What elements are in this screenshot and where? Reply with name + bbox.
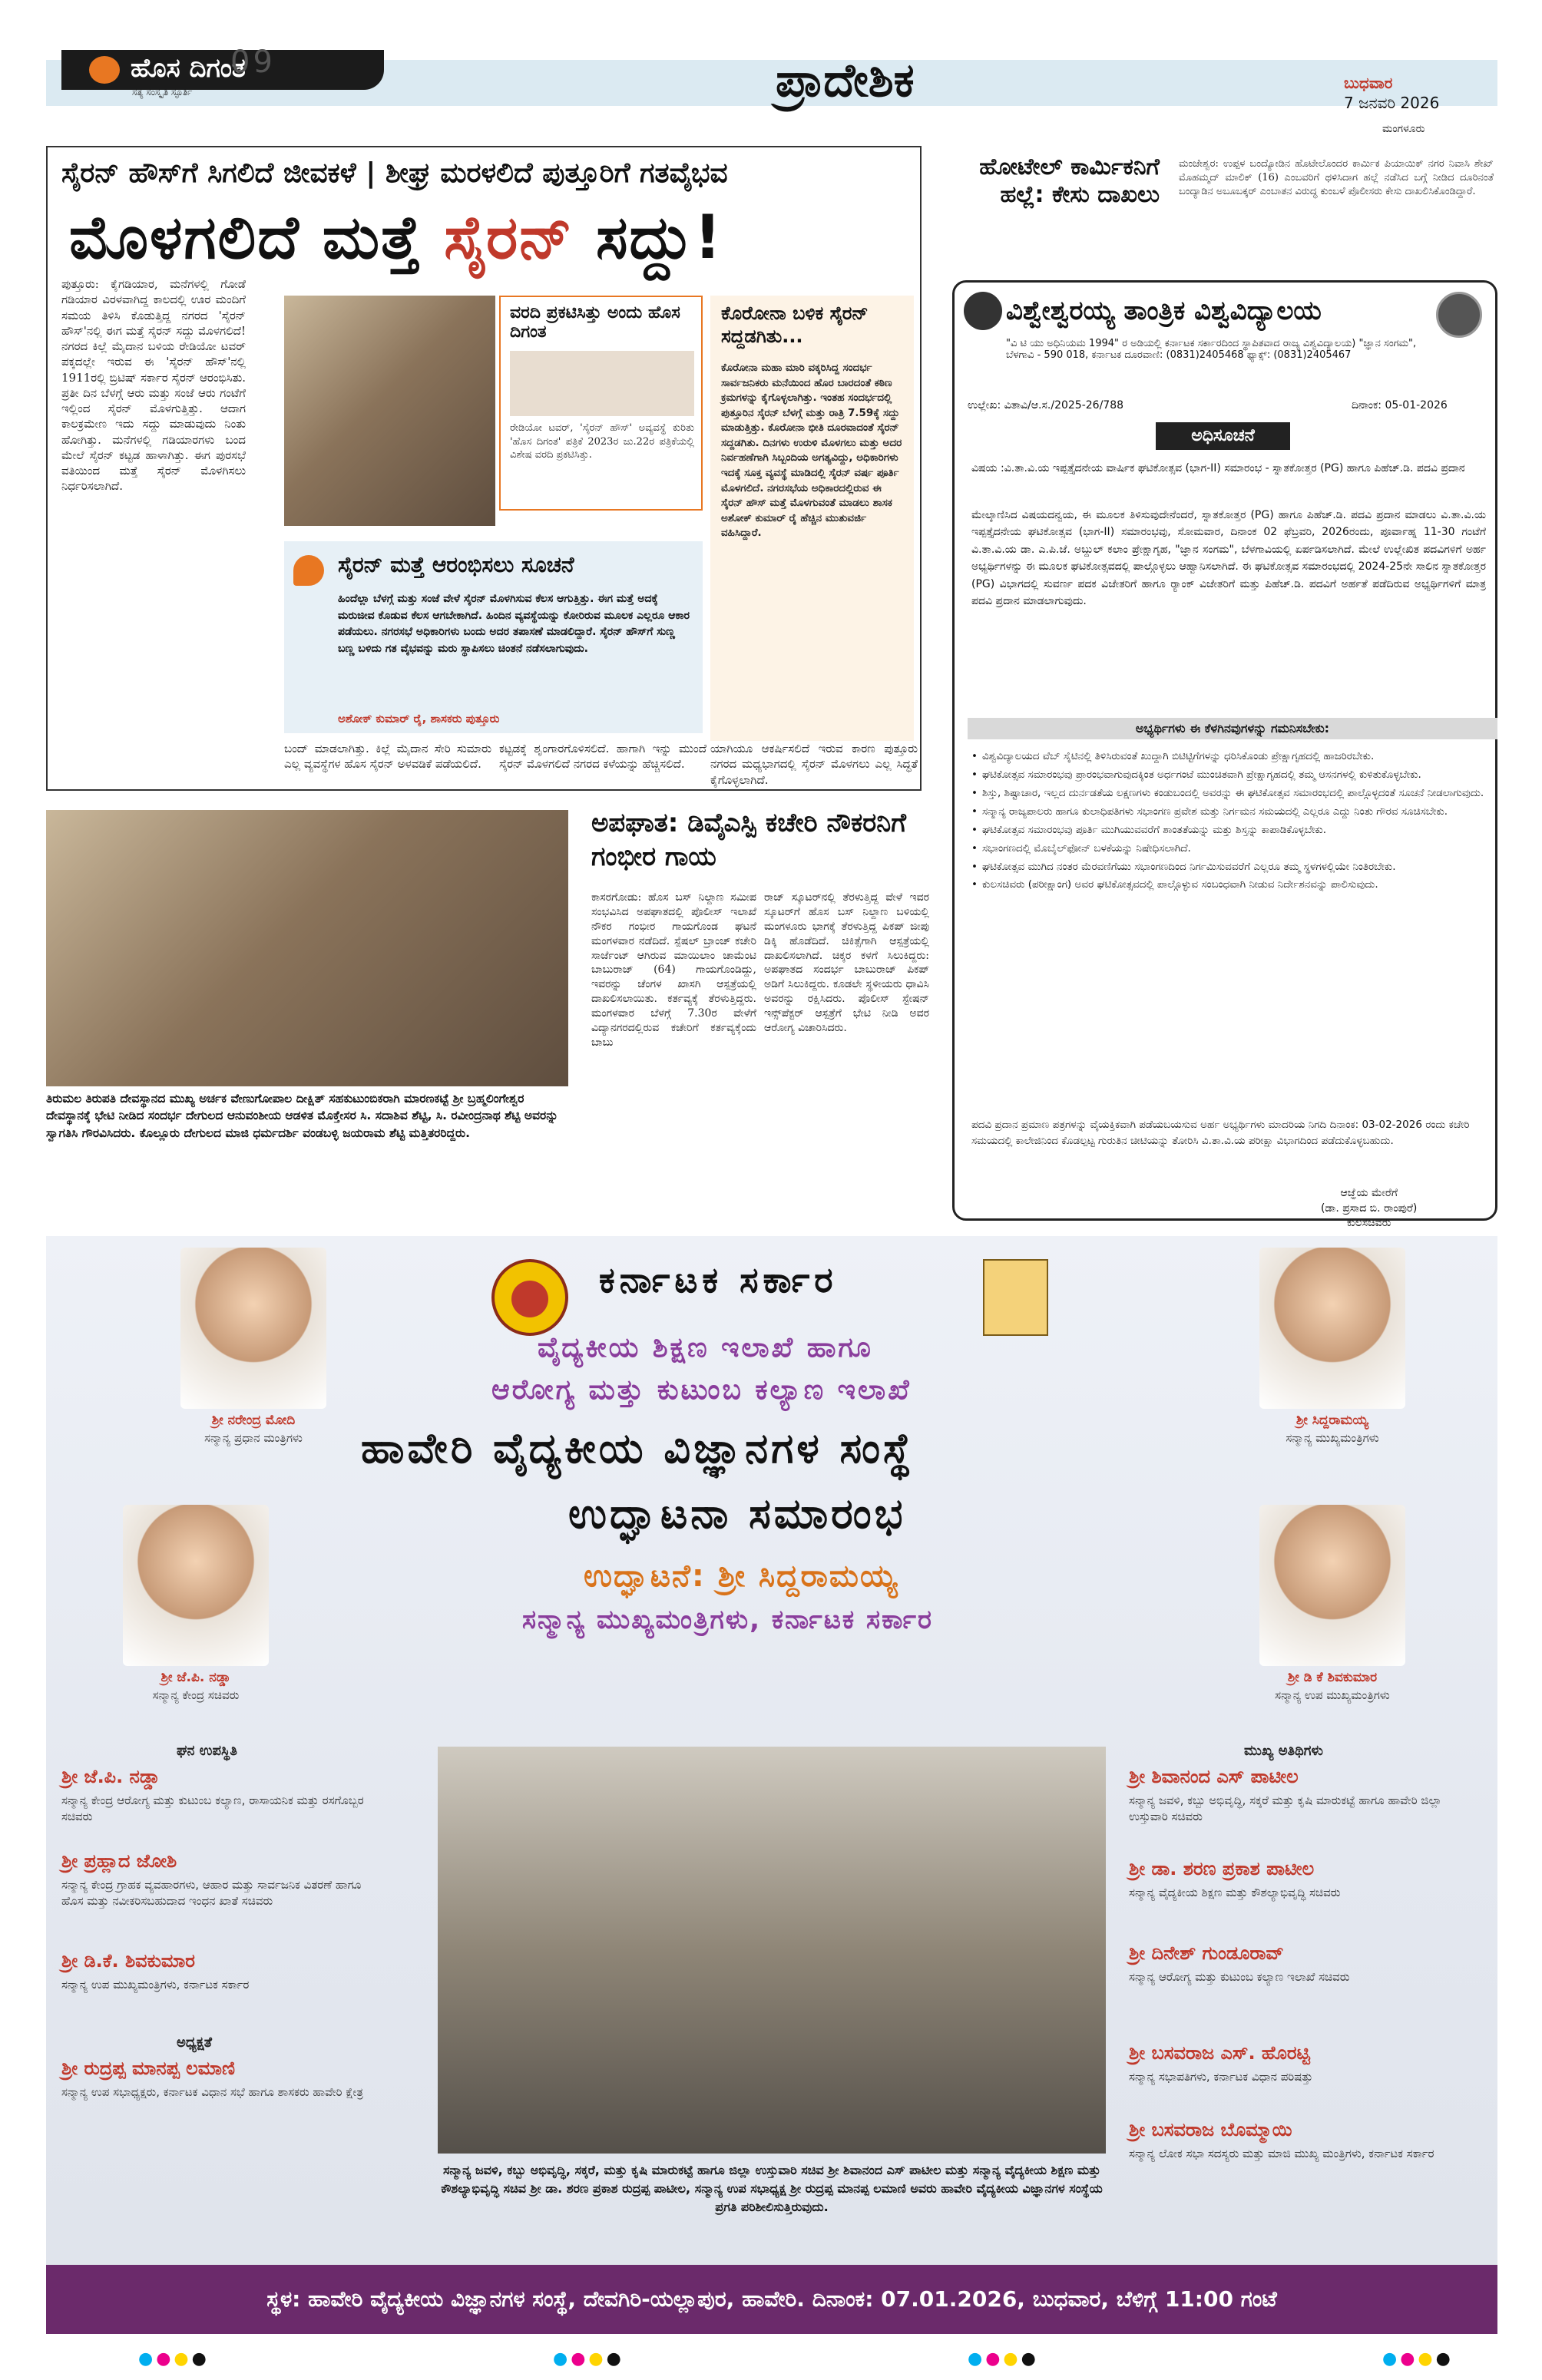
guest-title: ಸನ್ಮಾನ್ಯ ಆರೋಗ್ಯ ಮತ್ತು ಕುಟುಂಬ ಕಲ್ಯಾಣ ಇಲಾಖೆ ಸಚಿವರು [1129, 1970, 1350, 1984]
siren-house-photo [284, 296, 495, 526]
corona-box-body: ಕೊರೋನಾ ಮಹಾ ಮಾರಿ ವಕ್ಕರಿಸಿದ್ದ ಸಂದರ್ಭ ಸಾರ್ವಜನಿಕರು ಮನೆಯಿಂದ ಹೊರ ಬಾರದಂತೆ ಕಠಿಣ ಕ್ರಮಗಳನ್ನು ಕೈಗೊಳ್ಳಲಾಗಿತ್ತು. ಇಂತಹ ಸಂದರ್ಭದಲ್ಲಿ ಪುತ್ತೂರಿನ ಸೈರನ್ ಬೆಳಗ್ಗೆ ಮತ್ತು ರಾತ್ರಿ 7.59ಕ್ಕೆ ಸದ್ದು ಮಾಡುತ್ತಿತ್ತು. ಕೊರೋನಾ ಭೀತಿ ದೂರವಾದಂತೆ ಸೈರನ್ ಸದ್ದಡಗಿತು. ದಿನಗಳು ಉರುಳಿ ಮೊಳಗಲು ಮತ್ತು ಅದರ ನಿರ್ವಹಣೆಗಾಗಿ ಸಿಬ್ಬಂದಿಯ ಅಗತ್ಯವಿದ್ದು, ಅಧಿಕಾರಿಗಳು ಇದಕ್ಕೆ ಸೂಕ್ತ ವ್ಯವಸ್ಥೆ ಮಾಡಿದಲ್ಲಿ ಸೈರನ್ ವರ್ಷ ಪೂರ್ತಿ ಮೊಳಗಲಿದೆ. ನಗರಸಭೆಯ ಅಧಿಕಾರದಲ್ಲಿರುವ ಈ ಸೈರನ್ ಹೌಸ್ ಮತ್ತೆ ಮೊಳಗುವಂತೆ ಮಾಡಲು ಶಾಸಕ ಅಶೋಕ್ ಕುಮಾರ್ ರೈ ಹೆಚ್ಚಿನ ಮುತುವರ್ಜಿ ವಹಿಸಿದ್ದಾರೆ. [721, 362, 902, 540]
lead-headline-part: ಸದ್ದು! [573, 203, 723, 273]
guest-name: ಶ್ರೀ ಡಿ.ಕೆ. ಶಿವಕುಮಾರ [61, 1950, 195, 1972]
notice-closing: ಪದವಿ ಪ್ರದಾನ ಪ್ರಮಾಣ ಪತ್ರಗಳನ್ನು ವೈಯಕ್ತಿಕವಾಗಿ ಪಡೆಯಬಯಸುವ ಅರ್ಹ ಅಭ್ಯರ್ಥಿಗಳು ಮಾದರಿಯ ನಿಗದಿ ದಿನಾಂಕ: 03-02-2026 ರಂದು ಕಚೇರಿ ಸಮಯದಲ್ಲಿ ಕಾಲೇಜಿನಿಂದ ಕೊಡಲ್ಪಟ್ಟ ಗುರುತಿನ ಚೀಟಿಯನ್ನು ತೋರಿಸಿ ವಿ.ತಾ.ವಿ.ಯ ಪರೀಕ್ಷಾ ವಿಭಾಗದಿಂದ ಪಡೆದುಕೊಳ್ಳಬಹುದು. [971, 1119, 1470, 1147]
notice-subject: ವಿಷಯ :ವಿ.ತಾ.ವಿ.ಯ ಇಪ್ಪತ್ತೈದನೇಯ ವಾರ್ಷಿಕ ಘಟಿಕೋತ್ಸವ (ಭಾಗ-II) ಸಮಾರಂಭ - ಸ್ನಾತಕೋತ್ತರ (PG) ಹಾಗೂ ಪಿಹೆಚ್.ಡಿ. ಪದವಿ ಪ್ರದಾನ [971, 462, 1465, 474]
guest-name: ಶ್ರೀ ಜೆ.ಪಿ. ನಡ್ಡಾ [61, 1766, 160, 1787]
guests-left-heading: ಘನ ಉಪಸ್ಥಿತಿ [177, 1743, 237, 1759]
guest-name: ಶ್ರೀ ಡಾ. ಶರಣ ಪ್ರಕಾಶ ಪಾಟೀಲ [1129, 1858, 1315, 1879]
newspaper-logo[interactable] [61, 50, 384, 134]
guest-title: ಸನ್ಮಾನ್ಯ ಕೇಂದ್ರ ಆರೋಗ್ಯ ಮತ್ತು ಕುಟುಂಬ ಕಲ್ಯಾಣ, ರಾಸಾಯನಿಕ ಮತ್ತು ರಸಗೊಬ್ಬರ ಸಚಿವರು [61, 1793, 364, 1823]
portrait-modi [180, 1248, 326, 1409]
notice-note: • ಘಟಿಕೋತ್ಸವ ಸಮಾರಂಭವು ಪೂರ್ತಿ ಮುಗಿಯುವವರೆಗೆ ಶಾಂತತೆಯನ್ನು ಮತ್ತು ಶಿಸ್ತನ್ನು ಕಾಪಾಡಿಕೊಳ್ಳಬೇಕು. [971, 822, 1486, 838]
lead-headline-highlight: ಸೈರನ್ [444, 203, 574, 273]
emblem-center [511, 1281, 548, 1317]
guest-title: ಸನ್ಮಾನ್ಯ ಲೋಕ ಸಭಾ ಸದಸ್ಯರು ಮತ್ತು ಮಾಜಿ ಮುಖ್ಯ ಮಂತ್ರಿಗಳು, ಕರ್ನಾಟಕ ಸರ್ಕಾರ [1129, 2147, 1434, 2160]
print-registration-marks: ●●●● [968, 2349, 1039, 2368]
logo-tagline: ಸತ್ಯ ಸಂಸ್ಕೃತಿ ಸ್ಫೂರ್ತಿ [132, 87, 193, 98]
notice-note: • ಸನ್ಮಾನ್ಯ ರಾಜ್ಯಪಾಲರು ಹಾಗೂ ಕುಲಾಧಿಪತಿಗಳು ಸಭಾಂಗಣ ಪ್ರವೇಶ ಮತ್ತು ನಿರ್ಗಮನ ಸಮಯದಲ್ಲಿ ಎಲ್ಲರೂ ಎದ್ದು ನಿಂತು ಗೌರವ ಸೂಚಿಸಬೇಕು. [971, 804, 1486, 820]
notice-date: ದಿನಾಂಕ: 05-01-2026 [1352, 399, 1448, 412]
date-full: 7 ಜನವರಿ 2026 [1344, 94, 1440, 112]
notice-body: ಮೇಲ್ಕಾಣಿಸಿದ ವಿಷಯದನ್ವಯ, ಈ ಮೂಲಕ ತಿಳಿಸುವುದೇನೆಂದರೆ, ಸ್ನಾತಕೋತ್ತರ (PG) ಹಾಗೂ ಪಿಹೆಚ್.ಡಿ. ಪದವಿ ಪ್ರದಾನ ಮಾಡಲು ವಿ.ತಾ.ವಿ.ಯ ಇಪ್ಪತ್ತೈದನೇಯ ಘಟಿಕೋತ್ಸವ (ಭಾಗ-II) ಸಮಾರಂಭವು, ಸೋಮವಾರ, ದಿನಾಂಕ 02 ಫೆಬ್ರವರಿ, 2026ರಂದು, ಪೂರ್ವಾಹ್ನ 11-30 ಗಂಟೆಗೆ ವಿ.ತಾ.ವಿ.ಯ ಡಾ. ಎ.ಪಿ.ಜೆ. ಅಬ್ದುಲ್ ಕಲಾಂ ಪ್ರೇಕ್ಷಾಗೃಹ, "ಜ್ಞಾನ ಸಂಗಮ", ಬೆಳಗಾವಿಯಲ್ಲಿ ಏರ್ಪಡಿಸಲಾಗಿದೆ. ಮೇಲೆ ಉಲ್ಲೇಖಿತ ಪದವಿಗಳಿಗೆ ಅರ್ಹ ಅಭ್ಯರ್ಥಿಗಳನ್ನು ಈ ಮೂಲಕ ಘಟಿಕೋತ್ಸವದಲ್ಲಿ ಪಾಲ್ಗೊಳ್ಳಲು ಆಹ್ವಾನಿಸಲಾಗಿದೆ. ಈ ಘಟಿಕೋತ್ಸವ ಸಮಾರಂಭದಲ್ಲಿ 2024-25ನೇ ಸಾಲಿನ ಸ್ನಾತಕೋತ್ತರ (PG) ವಿಭಾಗದಲ್ಲಿ ಸುವರ್ಣ ಪದಕ ವಿಜೇತರಿಗೆ ಹಾಗೂ ರ್‍ಯಾಂಕ್ ವಿಜೇತರಿಗೆ ಮತ್ತು ಪಿಹೆಚ್.ಡಿ. ಪದವಿಗೆ ಅರ್ಹತೆ ಪಡೆದಿರುವ ಅಭ್ಯರ್ಥಿಗಳಿಗೆ ಮಾತ್ರ ಪದವಿ ಪ್ರದಾನ ಮಾಡಲಾಗುವುದು. [971, 509, 1486, 607]
venue-bar: ಸ್ಥಳ: ಹಾವೇರಿ ವೈದ್ಯಕೀಯ ವಿಜ್ಞಾನಗಳ ಸಂಸ್ಥೆ, ದೇವಗಿರಿ-ಯಲ್ಲಾಪುರ, ಹಾವೇರಿ. ದಿನಾಂಕ: 07.01.2026, ಬುಧವಾರ, ಬೆಳಿಗ್ಗೆ 11:00 ಗಂಟೆ [46, 2265, 1497, 2334]
lead-kicker: ಸೈರನ್ ಹೌಸ್‌ಗೆ ಸಿಗಲಿದೆ ಜೀವಕಳೆ | ಶೀಘ್ರ ಮರಳಲಿದೆ ಪುತ್ತೂರಿಗೆ ಗತವೈಭವ [61, 157, 728, 189]
print-registration-marks: ●●●● [553, 2349, 624, 2368]
inspection-caption: ಸನ್ಮಾನ್ಯ ಜವಳಿ, ಕಬ್ಬು ಅಭಿವೃದ್ಧಿ, ಸಕ್ಕರೆ, ಮತ್ತು ಕೃಷಿ ಮಾರುಕಟ್ಟೆ ಹಾಗೂ ಜಿಲ್ಲಾ ಉಸ್ತುವಾರಿ ಸಚಿವ ಶ್ರೀ ಶಿವಾನಂದ ಎಸ್ ಪಾಟೀಲ ಮತ್ತು ಸನ್ಮಾನ್ಯ ವೈದ್ಯಕೀಯ ಶಿಕ್ಷಣ ಮತ್ತು ಕೌಶಲ್ಯಾಭಿವೃದ್ಧಿ ಸಚಿವ ಶ್ರೀ ಡಾ. ಶರಣ ಪ್ರಕಾಶ ರುದ್ರಪ್ಪ ಪಾಟೀಲ, ಸನ್ಮಾನ್ಯ ಉಪ ಸಭಾಧ್ಯಕ್ಷ ಶ್ರೀ ರುದ್ರಪ್ಪ ಮಾನಪ್ಪ ಲಮಾಣಿ ಅವರು ಹಾವೇರಿ ವೈದ್ಯಕೀಯ ವಿಜ್ಞಾನಗಳ ಸಂಸ್ಥೆಯ ಪ್ರಗತಿ ಪರಿಶೀಲಿಸುತ್ತಿರುವುದು. [441, 2163, 1103, 2214]
guest-name: ಶ್ರೀ ಬಸವರಾಜ ಎಸ್. ಹೊರಟ್ಟಿ [1129, 2042, 1310, 2064]
ad-title: ಕರ್ನಾಟಕ ಸರ್ಕಾರ [599, 1259, 838, 1301]
guest-name: ಶ್ರೀ ಪ್ರಹ್ಲಾದ ಜೋಶಿ [61, 1850, 177, 1872]
date-day: ಬುಧವಾರ [1344, 74, 1393, 92]
notice-org: ವಿಶ್ವೇಶ್ವರಯ್ಯ ತಾಂತ್ರಿಕ ವಿಶ್ವವಿದ್ಯಾಲಯ [1006, 296, 1322, 326]
felicitation-caption: ತಿರುಮಲ ತಿರುಪತಿ ದೇವಸ್ಥಾನದ ಮುಖ್ಯ ಅರ್ಚಕ ವೇಣುಗೋಪಾಲ ದೀಕ್ಷಿತ್ ಸಹಕುಟುಂಬಿಕರಾಗಿ ಮಾರಣಕಟ್ಟೆ ಶ್ರೀ ಬ್ರಹ್ಮಲಿಂಗೇಶ್ವರ ದೇವಸ್ಥಾನಕ್ಕೆ ಭೇಟಿ ನೀಡಿದ ಸಂದರ್ಭ ದೇಗುಲದ ಆನುವಂಶೀಯ ಆಡಳಿತ ಮೊಕ್ತೇಸರ ಸಿ. ಸದಾಶಿವ ಶೆಟ್ಟಿ, ಸಿ. ರವೀಂದ್ರನಾಥ ಶೆಟ್ಟಿ ಅವರನ್ನು ಸ್ವಾಗತಿಸಿ ಗೌರವಿಸಿದರು. ಕೊಲ್ಲೂರು ದೇಗುಲದ ಮಾಜಿ ಧರ್ಮದರ್ಶಿ ವಂಡಬಳ್ಳಿ ಜಯರಾಮ ಶೆಟ್ಟಿ ಮತ್ತಿತರರಿದ್ದರು. [46, 1092, 558, 1140]
notice-notes [971, 749, 1486, 895]
corona-box [710, 296, 914, 741]
page-number: 09 [230, 45, 276, 80]
print-registration-marks: ●●●● [1382, 2349, 1454, 2368]
hotel-headline[interactable]: ಹೋಟೇಲ್ ಕಾರ್ಮಿಕನಿಗೆ ಹಲ್ಲೆ: ಕೇಸು ದಾಖಲು [979, 154, 1160, 208]
guests-right-heading: ಮುಖ್ಯ ಅತಿಥಿಗಳು [1244, 1743, 1323, 1759]
notice-note: • ಶಿಸ್ತು, ಶಿಷ್ಟಾಚಾರ, ಇಲ್ಲದ ದುರ್ನಡತೆಯ ಲಕ್ಷಣಗಳು ಕಂಡುಬಂದಲ್ಲಿ ಅವರನ್ನು ಈ ಘಟಿಕೋತ್ಸವ ಸಮಾರಂಭದಲ್ಲಿ ಪಾಲ್ಗೊಳ್ಳದಂತೆ ಸೂಚನೆ ನೀಡಲಾಗುವುದು. [971, 785, 1486, 802]
ad-dept-1: ವೈದ್ಯಕೀಯ ಶಿಕ್ಷಣ ಇಲಾಖೆ ಹಾಗೂ [538, 1332, 873, 1364]
portrait-title: ಸನ್ಮಾನ್ಯ ಪ್ರಧಾನ ಮಂತ್ರಿಗಳು [204, 1431, 303, 1445]
old-report-clipping [510, 351, 694, 416]
notice-note: • ಘಟಿಕೋತ್ಸವ ಸಮಾರಂಭವು ಪ್ರಾರಂಭವಾಗುವುದಕ್ಕಿಂತ ಅರ್ಧಗಂಟೆ ಮುಂಚಿತವಾಗಿ ಪ್ರೇಕ್ಷಾಗೃಹದಲ್ಲಿ ತಮ್ಮ ಆಸನಗಳಲ್ಲಿ ಕುಳಿತುಕೊಳ್ಳಬೇಕು. [971, 767, 1486, 783]
ad-event: ಉದ್ಘಾಟನಾ ಸಮಾರಂಭ [568, 1489, 906, 1538]
ad-inaugurator: ಉದ್ಘಾಟನೆ: ಶ್ರೀ ಸಿದ್ದರಾಮಯ್ಯ [584, 1559, 899, 1594]
notice-note: • ಘಟಿಕೋತ್ಸವ ಮುಗಿದ ನಂತರ ಮೆರವಣಿಗೆಯು ಸಭಾಂಗಣದಿಂದ ನಿರ್ಗಮಿಸುವವರೆಗೆ ಎಲ್ಲರೂ ತಮ್ಮ ಸ್ಥಳಗಳಲ್ಲಿಯೇ ನಿಂತಿರಬೇಕು. [971, 859, 1486, 875]
guest-title: ಸನ್ಮಾನ್ಯ ಜವಳಿ, ಕಬ್ಬು ಅಭಿವೃದ್ಧಿ, ಸಕ್ಕರೆ ಮತ್ತು ಕೃಷಿ ಮಾರುಕಟ್ಟೆ ಹಾಗೂ ಹಾವೇರಿ ಜಿಲ್ಲಾ ಉಸ್ತುವಾರಿ ಸಚಿವರು [1129, 1793, 1442, 1823]
guest-name: ಶ್ರೀ ದಿನೇಶ್ ಗುಂಡೂರಾವ್ [1129, 1942, 1284, 1964]
accident-headline[interactable]: ಅಪಘಾತ: ಡಿವೈಎಸ್ಪಿ ಕಚೇರಿ ನೌಕರನಿಗೆ ಗಂಭೀರ ಗಾಯ [591, 808, 906, 873]
edition-city: ಮಂಗಳೂರು [1382, 123, 1425, 135]
report-box-title: ವರದಿ ಪ್ರಕಟಿಸಿತ್ತು ಅಂದು ಹೊಸ ದಿಗಂತ [510, 303, 680, 342]
notice-ref: ಉಲ್ಲೇಖ: ವಿತಾವಿ/ಆ.ಸ./2025-26/788 [968, 399, 1124, 412]
ad-inaugurator-title: ಸನ್ಮಾನ್ಯ ಮುಖ್ಯಮಂತ್ರಿಗಳು, ಕರ್ನಾಟಕ ಸರ್ಕಾರ [522, 1605, 933, 1635]
portrait-shivakumar [1259, 1505, 1405, 1666]
notice-org-sub: "ವಿ ಟಿ ಯು ಅಧಿನಿಯಮ 1994" ರ ಅಡಿಯಲ್ಲಿ ಕರ್ನಾಟಕ ಸರ್ಕಾರದಿಂದ ಸ್ಥಾಪಿತವಾದ ರಾಜ್ಯ ವಿಶ್ವವಿದ್ಯಾಲಯ) "ಜ್ಞಾನ ಸಂಗಮ", ಬೆಳಗಾವಿ - 590 018, ಕರ್ನಾಟಕ ದೂರವಾಣಿ: (0831)2405468 ಫ್ಯಾಕ್ಸ್: (0831)2405467 [1006, 338, 1417, 361]
karnataka-emblem-icon [491, 1259, 568, 1336]
guest-title: ಸನ್ಮಾನ್ಯ ಕೇಂದ್ರ ಗ್ರಾಹಕ ವ್ಯವಹಾರಗಳು, ಆಹಾರ ಮತ್ತು ಸಾರ್ವಜನಿಕ ವಿತರಣೆ ಹಾಗೂ ಹೊಸ ಮತ್ತು ನವೀಕರಿಸಬಹುದಾದ ಇಂಧನ ಖಾತೆ ಸಚಿವರು [61, 1878, 362, 1908]
quote-icon [293, 555, 324, 586]
corona-box-title: ಕೊರೋನಾ ಬಳಿಕ ಸೈರನ್ ಸದ್ದಡಗಿತು... [721, 302, 869, 347]
lead-body-col4: ಯಾಗಿಯೂ ಆಕರ್ಷಿಸಲಿದೆ ಇರುವ ಕಾರಣ ಪುತ್ತೂರು ನಗರದ ಮಧ್ಯಭಾಗದಲ್ಲಿ ಸೈರನ್ ಮೊಳಗಲು ಎಲ್ಲ ಸಿದ್ಧತೆ ಕೈಗೊಳ್ಳಲಾಗಿದೆ. [710, 742, 918, 787]
guest-name: ಶ್ರೀ ಶಿವಾನಂದ ಎಸ್ ಪಾಟೀಲ [1129, 1766, 1299, 1787]
quote-author: ಅಶೋಕ್ ಕುಮಾರ್ ರೈ, ಶಾಸಕರು ಪುತ್ತೂರು [338, 712, 500, 726]
lead-headline[interactable] [69, 203, 723, 273]
chair-heading: ಅಧ್ಯಕ್ಷತೆ [177, 2035, 212, 2051]
portrait-title: ಸನ್ಮಾನ್ಯ ಮುಖ್ಯಮಂತ್ರಿಗಳು [1286, 1431, 1379, 1445]
report-box-caption: ರೇಡಿಯೋ ಟವರ್, 'ಸೈರನ್ ಹೌಸ್' ಅವ್ಯವಸ್ಥೆ ಕುರಿತು 'ಹೊಸ ದಿಗಂತ' ಪತ್ರಿಕೆ 2023ರ ಜು.22ರ ಪತ್ರಿಕೆಯಲ್ಲಿ ವಿಶೇಷ ವರದಿ ಪ್ರಕಟಿಸಿತ್ತು. [510, 422, 694, 461]
notice-notes-heading: ಅಭ್ಯರ್ಥಿಗಳು ಈ ಕೆಳಗಿನವುಗಳನ್ನು ಗಮನಿಸಬೇಕು: [968, 718, 1497, 739]
anniversary-seal-icon [1436, 292, 1482, 338]
college-crest-icon [983, 1259, 1048, 1336]
portrait-title: ಸನ್ಮಾನ್ಯ ಉಪ ಮುಖ್ಯಮಂತ್ರಿಗಳು [1275, 1688, 1390, 1702]
quote-box-title: ಸೈರನ್ ಮತ್ತೆ ಆರಂಭಿಸಲು ಸೂಚನೆ [338, 552, 574, 577]
guest-title: ಸನ್ಮಾನ್ಯ ಸಭಾಪತಿಗಳು, ಕರ್ನಾಟಕ ವಿಧಾನ ಪರಿಷತ್ತು [1129, 2070, 1313, 2084]
notice-note: • ವಿಶ್ವವಿದ್ಯಾಲಯದ ವೆಬ್ ಸೈಟಿನಲ್ಲಿ ತಿಳಿಸಿರುವಂತೆ ಖುದ್ದಾಗಿ ಬಿಟಿಟ್ಟಿಗೆಗಳನ್ನು ಧರಿಸಿಕೊಂಡು ಪ್ರೇಕ್ಷಾಗೃಹದಲ್ಲಿ ಹಾಜರಿರಬೇಕು. [971, 749, 1486, 765]
flame-icon [89, 56, 120, 84]
quote-box [284, 541, 703, 733]
lead-headline-part: ಮೊಳಗಲಿದೆ ಮತ್ತೆ [69, 203, 445, 273]
logo-text: ಹೊಸ ದಿಗಂತ [131, 53, 246, 84]
portrait-name: ಶ್ರೀ ಜೆ.ಪಿ. ನಡ್ಡಾ [160, 1670, 231, 1685]
guest-title: ಸನ್ಮಾನ್ಯ ಉಪ ಮುಖ್ಯಮಂತ್ರಿಗಳು, ಕರ್ನಾಟಕ ಸರ್ಕಾರ [61, 1978, 250, 1992]
lead-body-col3: ಕಟ್ಟಡಕ್ಕೆ ಶೃಂಗಾರಗೊಳಿಸಲಿದೆ. ಹಾಗಾಗಿ ಇನ್ನು ಮುಂದೆ ಸೈರನ್ ಮೊಳಗಲಿದೆ ನಗರದ ಕಳೆಯನ್ನು ಹೆಚ್ಚಿಸಲಿದೆ. [499, 742, 706, 772]
print-registration-marks: ●●●● [138, 2349, 210, 2368]
lead-body-col2: ಬಂದ್ ಮಾಡಲಾಗಿತ್ತು. ಕಿಲ್ಲೆ ಮೈದಾನ ಸೇರಿ ಸುಮಾರು ಎಲ್ಲ ವ್ಯವಸ್ಥೆಗಳ ಹೊಸ ಸೈರನ್ ಅಳವಡಿಕೆ ಪಡೆಯಲಿದೆ. [284, 742, 491, 772]
notice-note: • ಸಭಾಂಗಣದಲ್ಲಿ ಮೊಬೈಲ್‌ಫೋನ್ ಬಳಕೆಯನ್ನು ನಿಷೇಧಿಸಲಾಗಿದೆ. [971, 841, 1486, 857]
chair-name: ಶ್ರೀ ರುದ್ರಪ್ಪ ಮಾನಪ್ಪ ಲಮಾಣಿ [61, 2058, 236, 2079]
felicitation-photo [46, 810, 568, 1086]
vtu-map-icon [964, 292, 1002, 330]
ad-dept-2: ಆರೋಗ್ಯ ಮತ್ತು ಕುಟುಂಬ ಕಲ್ಯಾಣ ಇಲಾಖೆ [491, 1374, 912, 1406]
hotel-body: ಮಂಜೇಶ್ವರ: ಉಪ್ಪಳ ಬಂದ್ಯೋಡಿನ ಹೊಟೇಲೊಂದರ ಕಾರ್ಮಿಕ ಪಿಯಾಯಿಕ್ ನಗರ ನಿವಾಸಿ ಶೇಖ್ ಮೊಹಮ್ಮದ್ ಮಾಲಿಕ್ (16) ಎಂಬವರಿಗೆ ಥಳಿಸಿದಾಗ ಹಲ್ಲೆ ನಡೆಸಿದ ಬಗ್ಗೆ ನೀಡಿದ ದೂರಿನಂತೆ ಬಂದ್ಯಾಡಿನ ಅಬೂಬಕ್ಕರ್ ಎಂಬಾತನ ವಿರುದ್ಧ ಕುಂಬಳೆ ಪೊಲೀಸರು ಕೇಸು ದಾಖಲಿಸಿಕೊಂಡಿದ್ದಾರೆ. [1179, 158, 1494, 198]
notice-signature: ಆಜ್ಞೆಯ ಮೇರೆಗೆ (ಡಾ. ಪ್ರಸಾದ ಬಿ. ರಾಂಪುರೆ) ಕುಲಸಚಿವರು [1321, 1187, 1418, 1230]
inspection-photo [438, 1747, 1106, 2154]
notice-note: • ಕುಲಸಚಿವರು (ಪರೀಕ್ಷಾಂಗ) ಅವರ ಘಟಿಕೋತ್ಸವದಲ್ಲಿ ಪಾಲ್ಗೊಳ್ಳುವ ಸಂಬಂಧವಾಗಿ ನೀಡುವ ನಿರ್ದೇಶನವನ್ನು ಪಾಲಿಸುವುದು. [971, 877, 1486, 893]
portrait-title: ಸನ್ಮಾನ್ಯ ಕೇಂದ್ರ ಸಚಿವರು [152, 1688, 240, 1702]
portrait-siddaramaiah [1259, 1248, 1405, 1409]
ad-institute: ಹಾವೇರಿ ವೈದ್ಯಕೀಯ ವಿಜ್ಞಾನಗಳ ಸಂಸ್ಥೆ [361, 1424, 915, 1473]
report-box [499, 296, 703, 511]
chair-title: ಸನ್ಮಾನ್ಯ ಉಪ ಸಭಾಧ್ಯಕ್ಷರು, ಕರ್ನಾಟಕ ವಿಧಾನ ಸಭೆ ಹಾಗೂ ಶಾಸಕರು ಹಾವೇರಿ ಕ್ಷೇತ್ರ [61, 2085, 363, 2099]
accident-body-col1: ಕಾಸರಗೋಡು: ಹೊಸ ಬಸ್ ನಿಲ್ದಾಣ ಸಮೀಪ ಸಂಭವಿಸಿದ ಅಪಘಾತದಲ್ಲಿ ಪೊಲೀಸ್ ಇಲಾಖೆ ನೌಕರ ಗಂಭೀರ ಗಾಯಗೊಂಡ ಘಟನೆ ಮಂಗಳವಾರ ನಡೆದಿದೆ. ಸ್ಪೆಷಲ್ ಬ್ರಾಂಚ್ ಕಚೇರಿ ಸಾರ್ಜೆಂಟ್ ಆಗಿರುವ ಮಾಯಿಲಾಂ ಚಾಮೆಂಟಿ ಬಾಬುರಾಜ್ (64) ಗಾಯಗೊಂಡಿದ್ದು, ಇವರನ್ನು ಚೆಂಗಳ ಖಾಸಗಿ ಆಸ್ಪತ್ರೆಯಲ್ಲಿ ದಾಖಲಿಸಲಾಯಿತು. ಕರ್ತವ್ಯಕ್ಕೆ ತೆರಳುತ್ತಿದ್ದರು. ಮಂಗಳವಾರ ಬೆಳಗ್ಗೆ 7.30ರ ವೇಳೆಗೆ ವಿದ್ಯಾನಗರದಲ್ಲಿರುವ ಕಚೇರಿಗೆ ಕರ್ತವ್ಯಕ್ಕೆಂದು ಬಾಬು [591, 891, 756, 1049]
portrait-nadda [123, 1505, 269, 1666]
guest-name: ಶ್ರೀ ಬಸವರಾಜ ಬೊಮ್ಮಾಯಿ [1129, 2119, 1292, 2140]
portrait-name: ಶ್ರೀ ನರೇಂದ್ರ ಮೋದಿ [211, 1413, 296, 1428]
section-title: ಪ್ರಾದೇಶಿಕ [776, 54, 915, 107]
lead-body: ಪುತ್ತೂರು: ಕೈಗಡಿಯಾರ, ಮನೆಗಳಲ್ಲಿ ಗೋಡೆ ಗಡಿಯಾರ ವಿರಳವಾಗಿದ್ದ ಕಾಲದಲ್ಲಿ ಊರ ಮಂದಿಗೆ ಸಮಯ ತಿಳಿಸಿ ಕೊಡುತ್ತಿದ್ದ ನಗರದ 'ಸೈರನ್ ಹೌಸ್'ನಲ್ಲಿ ಈಗ ಮತ್ತೆ ಸೈರನ್ ಸದ್ದು ಮೊಳಗಲಿದೆ! ನಗರದ ಕಿಲ್ಲೆ ಮೈದಾನ ಬಳಿಯ ರೇಡಿಯೋ ಟವರ್ ಪಕ್ಕದಲ್ಲೇ ಇರುವ ಈ 'ಸೈರನ್ ಹೌಸ್'ನಲ್ಲಿ 1911ರಲ್ಲಿ ಬ್ರಿಟಿಷ್ ಸರ್ಕಾರ ಸೈರನ್ ಆರಂಭಿಸಿತು. ಪ್ರತೀ ದಿನ ಬೆಳಗ್ಗೆ ಆರು ಮತ್ತು ಸಂಜೆ ಆರು ಗಂಟೆಗೆ ಇಲ್ಲಿಂದ ಸೈರನ್ ಮೊಳಗುತ್ತಿತ್ತು. ಆದಾಗ ಕಾಲಕ್ರಮೇಣ ಇದು ಸದ್ದು ಮಾಡುವುದು ನಿಂತು ಹೋಗಿತ್ತು. ಮನೆಗಳಲ್ಲಿ ಗಡಿಯಾರಗಳು ಬಂದ ಮೇಲೆ ಸೈರನ್ ಕಟ್ಟಡ ಹಾಳಾಗಿತ್ತು. ಈಗ ಪುರಸಭೆ ವತಿಯಿಂದ ಮತ್ತೆ ಸೈರನ್ ಮೊಳಗಿಸಲು ನಿರ್ಧರಿಸಲಾಗಿದೆ. [61, 277, 246, 494]
guest-title: ಸನ್ಮಾನ್ಯ ವೈದ್ಯಕೀಯ ಶಿಕ್ಷಣ ಮತ್ತು ಕೌಶಲ್ಯಾಭಿವೃದ್ಧಿ ಸಚಿವರು [1129, 1886, 1341, 1899]
portrait-name: ಶ್ರೀ ಡಿ ಕೆ ಶಿವಕುಮಾರ [1287, 1670, 1378, 1685]
quote-box-body: ಹಿಂದೆಲ್ಲಾ ಬೆಳಗ್ಗೆ ಮತ್ತು ಸಂಜೆ ವೇಳೆ ಸೈರನ್ ಮೊಳಗಿಸುವ ಕೆಲಸ ಆಗುತ್ತಿತ್ತು. ಈಗ ಮತ್ತೆ ಅದಕ್ಕೆ ಮರುಜೀವ ಕೊಡುವ ಕೆಲಸ ಆಗಬೇಕಾಗಿದೆ. ಹಿಂದಿನ ವ್ಯವಸ್ಥೆಯನ್ನು ಕೋರಿರುವ ಮೂಲಕ ಎಲ್ಲರೂ ಆಕಾರ ಪಡೆಯಲು. ನಗರಸಭೆ ಅಧಿಕಾರಿಗಳು ಬಂದು ಅದರ ತಪಾಸಣೆ ಮಾಡಲಿದ್ದಾರೆ. ಸೈರನ್ ಹೌಸ್‌ಗೆ ಸುಣ್ಣ ಬಣ್ಣ ಬಳಿದು ಗತ ವೈಭವನ್ನು ಮರು ಸ್ಥಾಪಿಸಲು ಚಿಂತನೆ ನಡೆಸಲಾಗುವುದು. [338, 593, 690, 656]
notice-title: ಅಧಿಸೂಚನೆ [1156, 422, 1290, 450]
accident-body-col2: ರಾಜ್ ಸ್ಕೂಟರ್‌ನಲ್ಲಿ ತೆರಳುತ್ತಿದ್ದ ವೇಳೆ ಇವರ ಸ್ಕೂಟರ್‌ಗೆ ಹೊಸ ಬಸ್ ನಿಲ್ದಾಣ ಬಳಿಯಲ್ಲಿ ಮಂಗಳೂರು ಭಾಗಕ್ಕೆ ತೆರಳುತ್ತಿದ್ದ ಪಿಕಪ್ ಜೀಪು ಡಿಕ್ಕಿ ಹೊಡೆದಿದೆ. ಚಿಕಿತ್ಸೆಗಾಗಿ ಆಸ್ಪತ್ರೆಯಲ್ಲಿ ದಾಖಲಿಸಲಾಗಿದೆ. ಚಿಕ್ಕರ ಕಳಗೆ ಸಿಲುಕಿದ್ದರು: ಅಪಘಾತದ ಸಂದರ್ಭ ಬಾಬುರಾಜ್ ಪಿಕಪ್ ಅಡಿಗೆ ಸಿಲುಕಿದ್ದರು. ಕೂಡಲೇ ಸ್ಥಳೀಯರು ಧಾವಿಸಿ ಅವರನ್ನು ರಕ್ಷಿಸಿದರು. ಪೊಲೀಸ್ ಸ್ಟೇಷನ್ ಇನ್ಸ್‌ಪೆಕ್ಟರ್ ಆಸ್ಪತ್ರೆಗೆ ಭೇಟಿ ನೀಡಿ ಅವರ ಆರೋಗ್ಯ ವಿಚಾರಿಸಿದರು. [764, 891, 929, 1035]
portrait-name: ಶ್ರೀ ಸಿದ್ದರಾಮಯ್ಯ [1295, 1413, 1369, 1428]
